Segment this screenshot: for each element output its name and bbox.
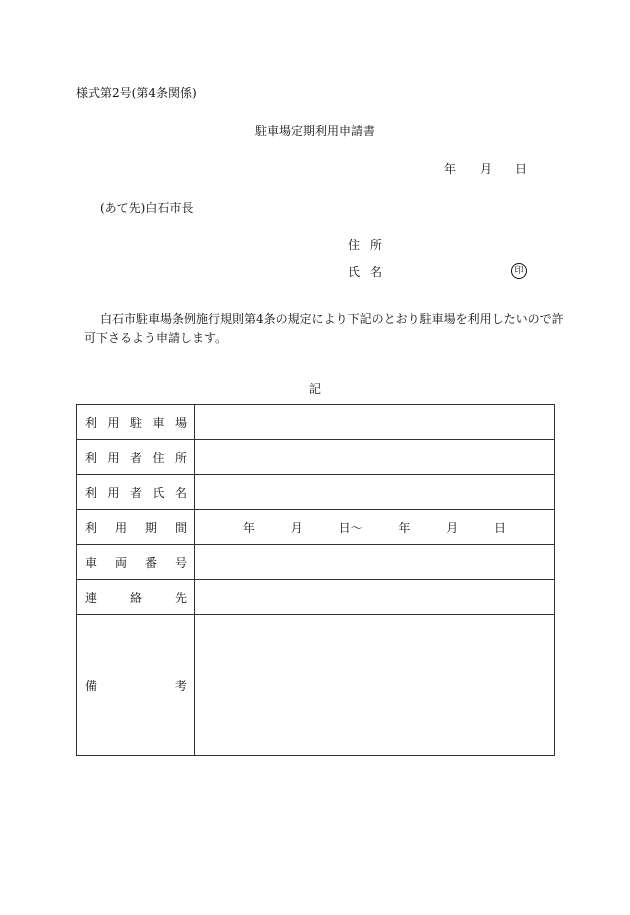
document-title: 駐車場定期利用申請書 xyxy=(254,124,375,138)
label-char: 号 xyxy=(174,555,187,570)
label-char: 用 xyxy=(107,415,120,430)
applicant-address-label: 住所 xyxy=(348,238,393,252)
label-char: 用 xyxy=(107,485,120,500)
label-char: 車 xyxy=(152,415,165,430)
row-label-cell xyxy=(77,405,195,440)
row-label-cell xyxy=(77,475,195,510)
label-char: 氏 xyxy=(152,485,165,500)
seal-mark: 印 xyxy=(511,263,527,279)
row-label-cell xyxy=(77,615,195,756)
label-char: 名 xyxy=(174,485,187,500)
date-year-label: 年 xyxy=(444,162,457,176)
label-char: 絡 xyxy=(129,590,142,605)
row-label-cell xyxy=(77,440,195,475)
label-char: 利 xyxy=(85,450,98,465)
parking-lot-value-cell[interactable] xyxy=(195,405,555,440)
application-body-text: 白石市駐車場条例施行規則第4条の規定により下記のとおり駐車場を利用したいので許可下さるよう申請します。 xyxy=(84,312,564,345)
usage-period-value-cell[interactable] xyxy=(195,510,555,545)
date-day-label: 日 xyxy=(515,162,528,176)
period-start-day: 日～ xyxy=(338,520,363,535)
period-end-year: 年 xyxy=(398,520,411,535)
label-char: 両 xyxy=(114,555,127,570)
period-start-year: 年 xyxy=(242,520,255,535)
period-end-month: 月 xyxy=(446,520,459,535)
label-char: 用 xyxy=(114,520,127,535)
row-label-cell xyxy=(77,545,195,580)
table-row xyxy=(77,475,555,510)
label-char: 者 xyxy=(129,485,142,500)
label-char: 考 xyxy=(174,678,187,693)
label-char: 番 xyxy=(144,555,157,570)
form-number: 様式第2号(第4条関係) xyxy=(76,86,197,100)
user-address-value-cell[interactable] xyxy=(195,440,555,475)
table-row xyxy=(77,580,555,615)
application-detail-table xyxy=(76,404,555,756)
date-month-label: 月 xyxy=(480,162,493,176)
label-char: 車 xyxy=(85,555,98,570)
label-char: 用 xyxy=(107,450,120,465)
label-char: 者 xyxy=(129,450,142,465)
label-char: 場 xyxy=(174,415,187,430)
table-row xyxy=(77,510,555,545)
applicant-name-label: 氏名 xyxy=(348,265,393,279)
remarks-value-cell[interactable] xyxy=(195,615,555,756)
vehicle-number-value-cell[interactable] xyxy=(195,545,555,580)
label-char: 利 xyxy=(85,485,98,500)
label-char: 間 xyxy=(174,520,187,535)
label-char: 所 xyxy=(174,450,187,465)
table-row xyxy=(77,405,555,440)
user-name-value-cell[interactable] xyxy=(195,475,555,510)
label-char: 備 xyxy=(85,678,98,693)
period-start-month: 月 xyxy=(290,520,303,535)
period-end-day: 日 xyxy=(494,520,507,535)
row-label-cell xyxy=(77,510,195,545)
label-char: 利 xyxy=(85,520,98,535)
contact-value-cell[interactable] xyxy=(195,580,555,615)
addressee: (あて先)白石市長 xyxy=(100,201,194,215)
row-label-cell xyxy=(77,580,195,615)
table-row xyxy=(77,615,555,756)
label-char: 連 xyxy=(85,590,98,605)
label-char: 利 xyxy=(85,415,98,430)
ki-heading: 記 xyxy=(308,382,321,396)
table-row xyxy=(77,545,555,580)
table-row xyxy=(77,440,555,475)
label-char: 先 xyxy=(174,590,187,605)
label-char: 駐 xyxy=(129,415,142,430)
label-char: 期 xyxy=(144,520,157,535)
label-char: 住 xyxy=(152,450,165,465)
